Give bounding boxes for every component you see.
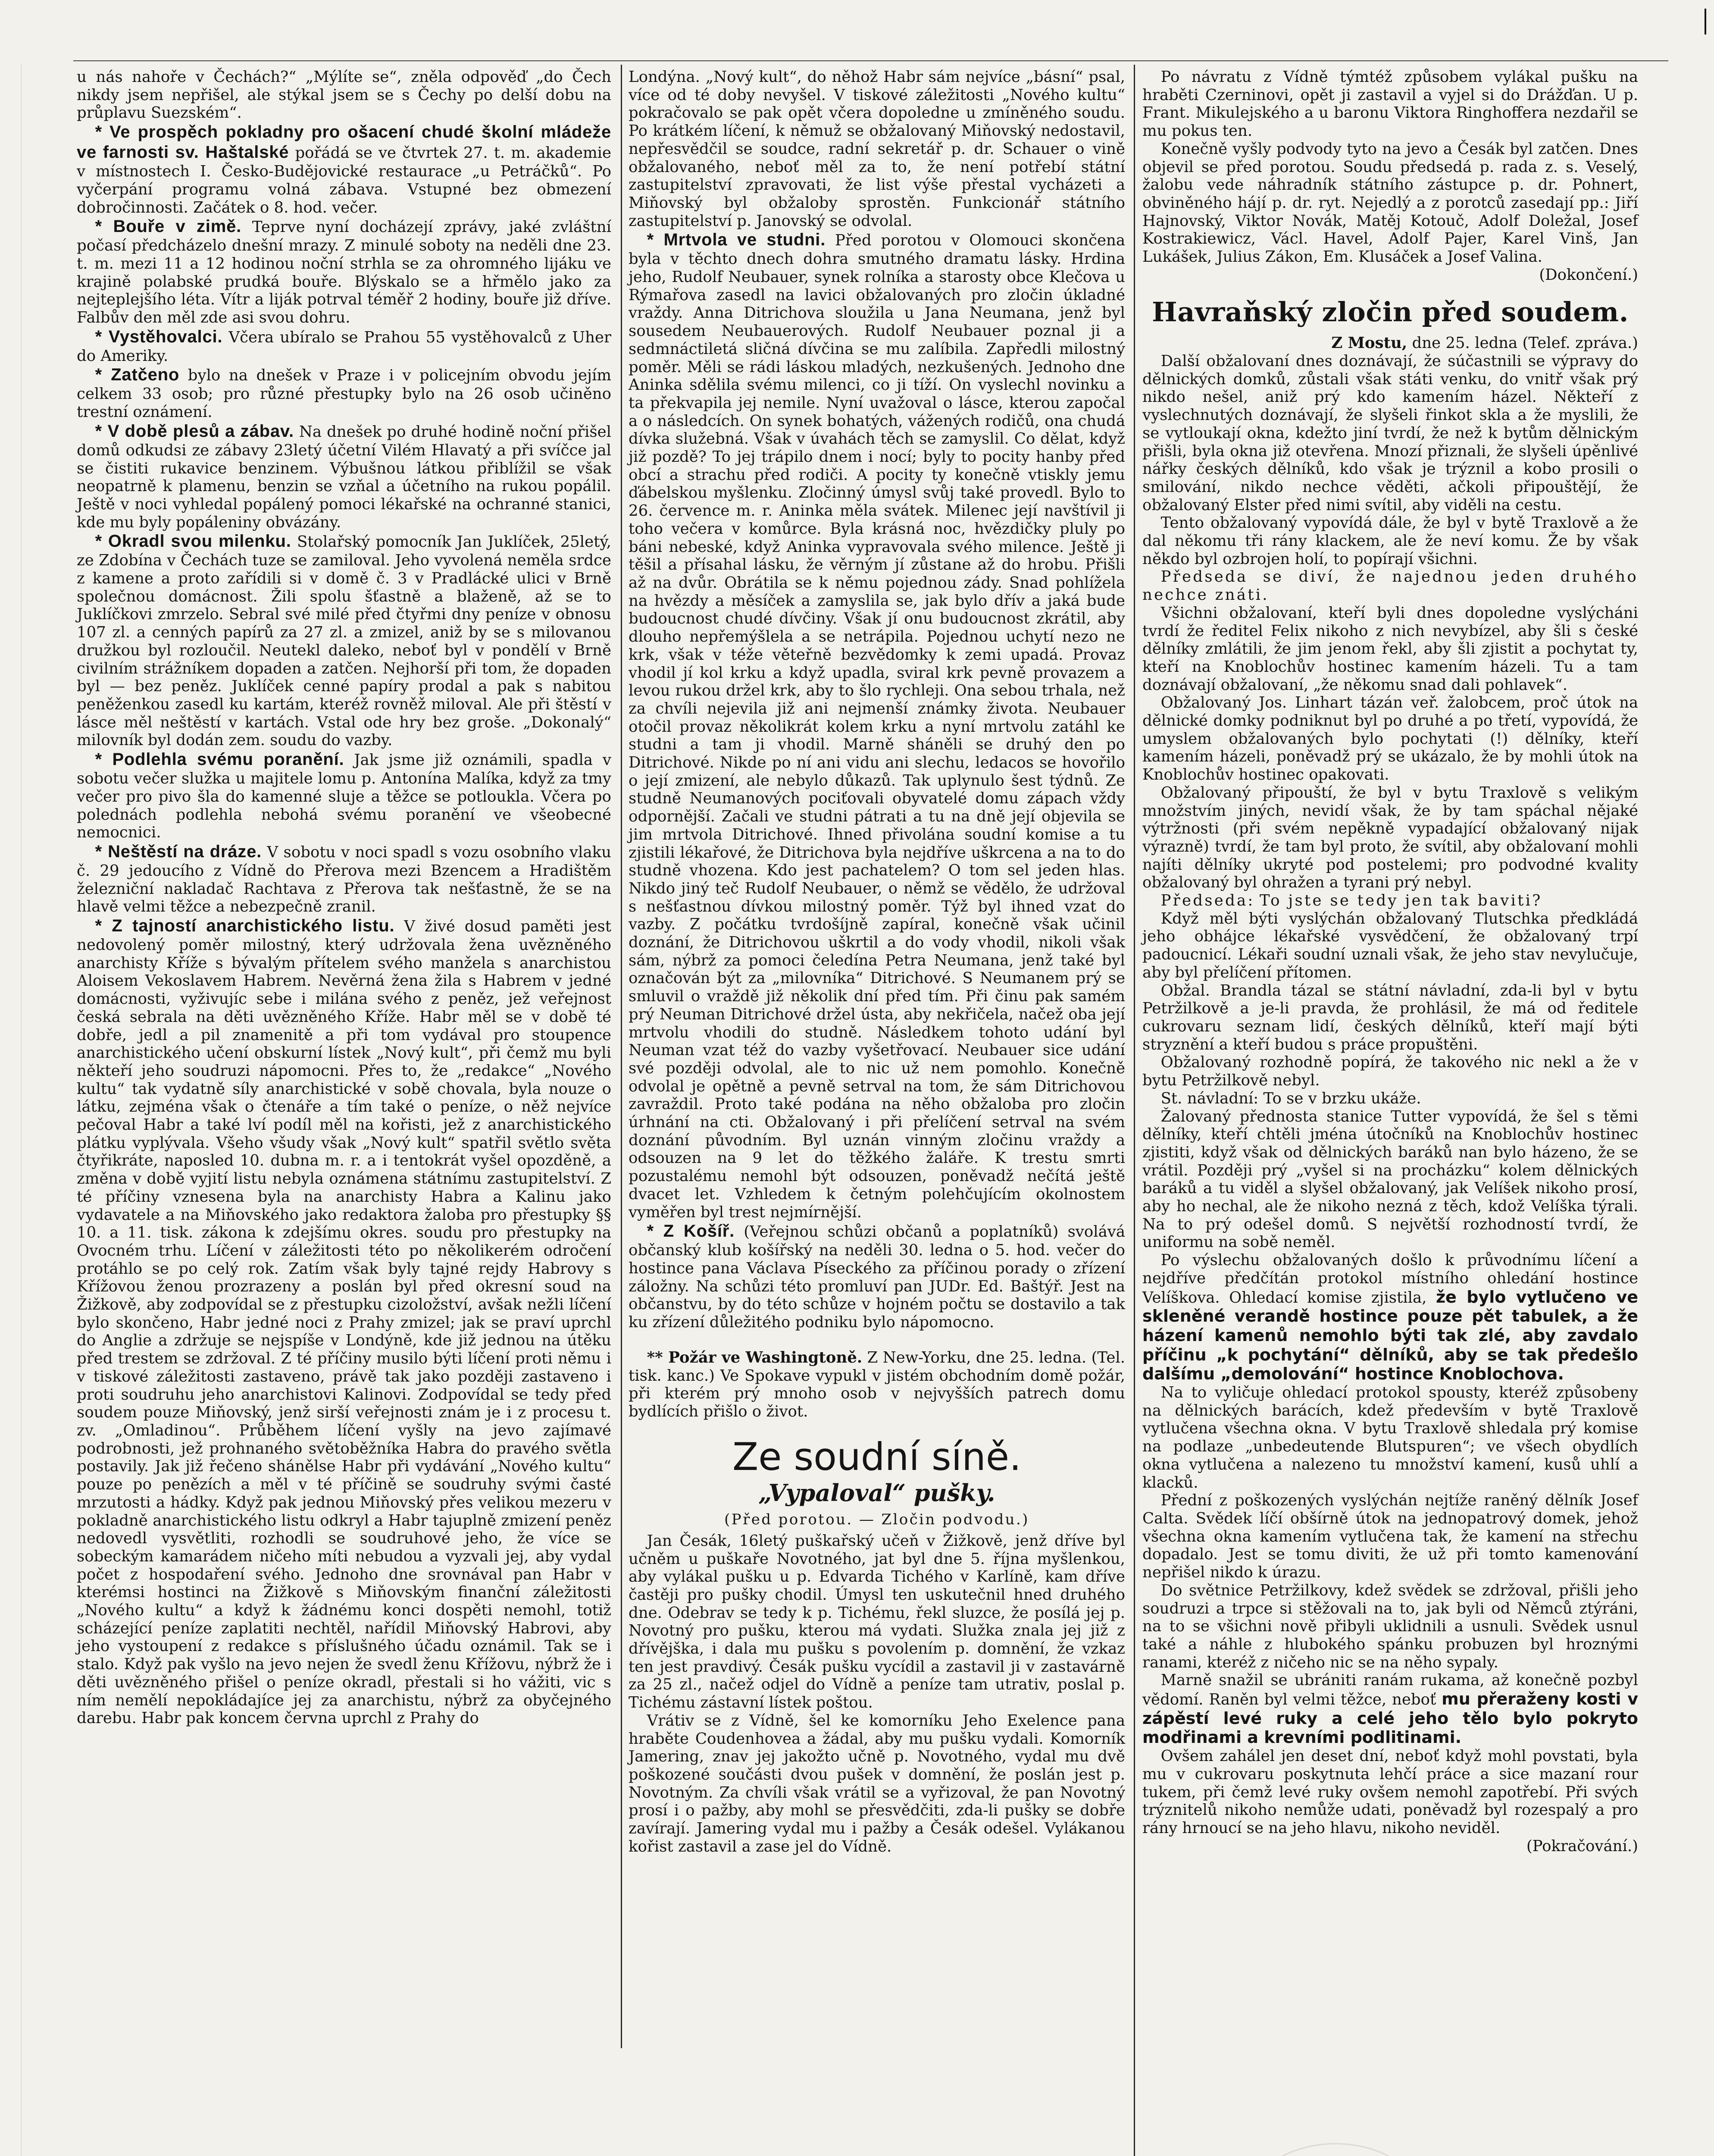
news-item <box>77 842 611 916</box>
paragraph: Obžalovaný Jos. Linhart tázán veř. žalobcem, proč útok na dělnické domky podniknut byl po druhé a po třetí, vypovídá, že umyslem obžalovaných bylo pochytati (!) dělníky, kteří kamením házeli, poněvadž prý se ukázalo, že by mohli útok na Knoblochův hostinec opakovati. <box>1142 694 1638 784</box>
paragraph-body: Po výslechu obžalovaných došlo k průvodnímu líčení a nejdříve předčítán protokol místního ohledání hostince Velíškova. Ohledací komise zjistila, <box>1142 1251 1638 1307</box>
article-title: Havraňský zločin před soudem. <box>1152 296 1629 328</box>
paragraph: Londýna. „Nový kult“, do něhož Habr sám nejvíce „básní“ psal, více od té doby nevyšel. V tiskové záležitosti „Nového kultu“ pokračovalo se pak opět včera dopoledne u zmíněného soudu. Po krátkém líčení, k němuž se obžalovaný Miňovský nedostavil, nepřesvědčil se soudce, radní sekretář p. dr. Schauer o vině obžalovaného, neboť měl za to, že není potřebí státní zastupitelství zpravovati, že list výše přestal vycházeti a Miňovský byl obžaloby sprostěn. Funkcionář státního zastupitelství p. Janovský se odvolal. <box>629 68 1125 230</box>
item-body: Teprve nyní docházejí zprávy, jaké zvláštní počasí předcházelo dnešní mrazy. Z minulé soboty na neděli dne 23. t. m. mezi 11 a 12 hodinou noční strhla se za ohromného lijáku ve krajině polabské prudká bouře. Blýskalo se a hřmělo jako za nejteplejšího léta. Vítr a liják potrval téměř 2 hodiny, bouře již dříve. Falbův den měl zde asi svou dohru. <box>77 218 611 327</box>
paragraph: Další obžalovaní dnes doznávají, že súčastnili se výpravy do dělnických domků, zůstali však státi venku, do vnitř však prý nikdo nešel, aniž prý kdo kamením házel. Někteří z vyslechnutých doznávají, že slyšeli řinkot skla a že myslili, že se vytloukají okna, kdežto jiní tvrdí, že než k bytům dělnickým přišli, byla okna již otevřena. Mnozí přiznali, že slyšeli úpěnlivé nářky českých dělníků, kdo však je trýznil a kobo prosili o smilování, nikdo nechce věděti, ačkoli připouštějí, že obžalovaný Elster před nimi svítil, aby viděli na cestu. <box>1142 352 1638 514</box>
item-body: Před porotou v Olomouci skončena byla v těchto dnech dohra smutného dramatu lásky. Hrdina jeho, Rudolf Neubauer, synek rolníka a starosty obce Klečova u Rýmařova zasedl na lavici obžalovaných pro zločin úkladné vraždy. Anna Ditrichova sloužila u Jana Neumana, jenž byl sousedem Neubauerových. Rudolf Neubauer poznal ji a sedmnáctiletá sličná dívčina se mu zalíbila. Zapředli milostný poměr. Měli se rádi láskou mladých, nezkušených. Jednoho dne Aninka sdělila svému milenci, co ji tíží. On vyslechl novinku a ta překvapila jej nemile. Nyní uvažoval o lásce, kterou započal a o následcích. On synek bohatých, vážených rodičů, ona chudá dívka služebná. Však v úvahách těch se zamyslil. Co dělat, když již pozdě? To jej trápilo dnem i nocí; byly to pocity hanby před obcí a strachu před rodiči. A pocity ty konečně vtiskly jemu ďábelskou myšlenku. Zločinný úmysl svůj také provedl. Bylo to 26. července m. r. Aninka měla svátek. Milenec její navštívil ji toho večera v komůrce. Byla krásná noc, hvězdičky pluly po báni nebeské, když Aninka vypravovala svého milence. Ještě ji těšil a přísahal lásku, že věrným jí zůstane až do hrobu. Přišli až na dvůr. Obrátila se k němu pojednou zády. Snad pohlížela na hvězdy a měsíček a zamyslila se, jak bylo dřív a jaká bude budoucnost chudé dívčiny. Však jí onu budoucnost zkrátil, aby dlouho nepřemýšlela a se netrápila. Pojednou uchytí nezo ne krk, však v téže věteřně bezvědomky k zemi upadá. Provaz vhodil jí kol krku a když upadla, sviral krk pevně provazem a levou rukou držel krk, aby to šlo rychleji. Ona sebou trhala, než za chvíli nejevila již ani nejmenší známky života. Neubauer otočil provaz několikrát kolem krku a nyní mrtvolu zatáhl ke studni a tam ji vhodil. Marně sháněli se druhý den po Ditrichové. Nikde po ní ani vidu ani slechu, ledacos se hovořilo o její zmizení, ale nebylo důkazů. Tak uplynulo šest týdnů. Ze studně Neumanových pociťovali obyvatelé domu zápach vždy odpornější. Začali ve studni pátrati a tu na dně její objevila se jim mrtvola Ditrichové. Ihned přivolána soudní komise a tu zjistili lékařové, že Ditrichova byla nejdříve uškrcena a na to do studně vhozena. Kdo jest pachatelem? O tom sel jeden hlas. Nikdo jiný teč Rudolf Neubauer, o němž se vědělo, že udržoval s nešťastnou dívkou milostný poměr. Týž byl ihned vzat do vazby. Z počátku tvrdošíjně zapíral, konečně však učinil doznání, že Ditrichovou uškrtil a do vody vhodil, nikoli však sám, nýbrž za pomoci čeledína Petra Neumana, jenž také byl označován být za „milovníka“ Ditrichové. S Neumanem prý se smluvil o vraždě již několik dní před tím. Při činu pak samém prý Neuman Ditrichové držel ústa, aby nekřičela, načež oba její mrtvolu vhodili do studně. Následkem tohoto udání byl Neuman vzat též do vazby vyšetřovací. Neubauer sice udání své později odvolal, ale to nic už nem pomohlo. Konečně odvolal je opětně a pevně setrval na tom, že sám Ditrichovou zavraždil. Proto také podána na něho obžaloba pro zločin úrhnání na cti. Obžalovaný i při přelíčení setrval na svém doznání původním. Byl uznán vinným zločinu vraždy a odsouzen na 9 let do těžkého žaláře. K trestu smrti pozustalému nemohl být odsouzen, poněvadž nečítá ještě dvacet let. Vzhledem k četným polehčujícím okolnostem vyměřen byl trest nejmírnější. <box>629 232 1125 1221</box>
emphasis: že bylo vytlučeno ve skleněné verandě hostince pouze pět tabulek, a že házení kamenů nemohlo býti tak zlé, aby zavdalo příčinu „k pochytání“ dělníků, aby se tak předešlo dalšímu „demolování“ hostince Knoblochova. <box>1142 1287 1638 1384</box>
article-title: „Vypaloval“ pušky. <box>758 1479 995 1507</box>
item-body: pořádá se ve čtvrtek 27. t. m. akademie v místnostech I. Česko-Budějovické restaurace „u Petráčků“. Po vyčerpání programu volná zábava. Vstupné bez obmezení dobročinnosti. Začátek o 8. hod. večer. <box>77 144 611 216</box>
paragraph <box>1142 892 1638 910</box>
scan-mark <box>1705 9 1706 34</box>
library-stamp <box>1242 2143 1429 2156</box>
speech: To jste se tedy jen tak baviti? <box>1259 892 1542 910</box>
paragraph: Vrátiv se z Vídně, šel ke komorníku Jeho Exelence pana hraběte Coudenhovea a žádal, aby mu pušku vydali. Komorník Jamering, znav jej jakožto učně p. Novotného, vydal mu dvě poškozené součásti dvou pušek v domnění, že poslán jest p. Novotným. Za chvíli však vrátil se a vyřizoval, že pan Novotný prosí i o pažby, aby mohl se přesvědčiti, zda-li pušky se dobře zavírají. Jamering vydal mu i pažby a Česák odešel. Vylákanou kořist zastavil a zase jel do Vídně. <box>629 1711 1125 1855</box>
column-rule <box>1134 65 1135 2156</box>
dateline-place: Z Mostu, <box>1331 334 1407 352</box>
paragraph: Přední z poškozených vyslýchán nejtíže raněný dělník Josef Calta. Svědek líčí obšírně útok na jednopatrový domek, jehož všechna okna kamením vytlučena tak, že kamení na střechu dopadalo. Jest se tomu diviti, že už při tomto kamenování nepřišel nikdo k úrazu. <box>1142 1492 1638 1582</box>
news-item <box>629 1349 1125 1421</box>
news-item <box>77 749 611 842</box>
paragraph <box>1142 1671 1638 1747</box>
item-body: Z New-Yorku, dne 25. ledna. (Tel. tisk. kanc.) Ve Spokave vypukl v jistém obchodním domě požár, při kterém prý mnoho osob v nejvyšších patrech domu bydlících přišlo o život. <box>629 1348 1125 1420</box>
item-body: bylo na dnešek v Praze i v policejním obvodu jejím celkem 33 osob; pro různé přestupky bylo na 26 osob učiněno trestní oznámení. <box>77 367 611 421</box>
paragraph <box>1142 1251 1638 1384</box>
item-body: Stolařský pomocník Jan Juklíček, 25letý, ze Zdobína v Čechách tuze se zamiloval. Jeho vyvolená neměla srdce z kamene a proto zařídili si v domě č. 3 v Pradlácké ulici v Brně společnou domácnost. Žili spolu šťastně a blaženě, až se to Juklíčkovi zmrzelo. Sebral své milé před čtyřmi dny peníze v obnosu 107 zl. a cenných papírů za 27 zl. a zmizel, aniž by se s milovanou družkou byl rozloučil. Neutekl daleko, neboť byl v pondělí v Brně civilním strážníkem dopaden a zatčen. Nejhorší při tom, že dopaden byl — bez peněz. Juklíček cenné papíry prodal a pak s nabitou peněženkou zasedl ku kartám, kteréž rovněž miloval. Ale při štěstí v lásce měl neštěstí v kartách. Vstal ode hry bez groše. „Dokonalý“ milovník byl dodán zem. soudu do vazby. <box>77 533 611 749</box>
item-body: (Veřejnou schůzi občanů a poplatníků) svolává občanský klub košířský na neděli 30. ledna o 5. hod. večer do hostince pana Václava Píseckého za příčinou porady o zřízení záložny. Na schůzi této promluví pan JUDr. Ed. Baštýř. Jest na občanstvu, by do této schůze v hojném počtu se dostavilo a tak ku zřízení důležitého podniku bylo nápomocno. <box>629 1223 1125 1332</box>
paragraph: Všichni obžalovaní, kteří byli dnes dopoledne vyslýcháni tvrdí že ředitel Felix nikoho z nich nevybízel, aby šli s české dělníky zmlátili, že jim jenom řekl, aby šli zjistit a pochytat ty, kteří na Knoblochův hostinec kamením házeli. Tu a tam doznávají obžalovaní, „že někomu snad dali pohlavek“. <box>1142 604 1638 694</box>
continuation-note: (Dokončení.) <box>1539 266 1638 284</box>
paragraph: Po návratu z Vídně týmtéž způsobem vylákal pušku na hraběti Czerninovi, opět ji zastavil a vyjel si do Drážďan. U p. Frant. Mikulejského a u baronu Viktora Ringhoffera nezdařil se mu pokus ten. <box>1142 68 1638 140</box>
news-item <box>77 531 611 749</box>
dateline-text: dne 25. ledna (Telef. zpráva.) <box>1412 334 1638 352</box>
paragraph: Na to vyličuje ohledací protokol spousty, kteréž způsobeny na dělnických barácích, kdež především v bytě Traxlově vytlučena všechna okna. V bytu Traxlově shledala prý komise na podlaze „unbedeutende Blutspuren“; ve všech obydlích okna vytlučena a nalezeno tu množství kamení, kusů uhlí a klacků. <box>1142 1384 1638 1492</box>
news-item <box>77 421 611 532</box>
item-heading: * Ve prospěch pokladny pro ošacení chudé školní mládeže ve farnosti sv. Haštalské <box>77 122 611 162</box>
top-rule <box>73 60 1668 61</box>
paragraph-body: Marně snažil se ubrániti ranám rukama, až konečně pozbyl vědomí. Raněn byl velmi těžce, neboť <box>1142 1671 1638 1709</box>
paragraph: Obžalovaný připouští, že byl v bytu Traxlově s velikým množstvím jiných, nevidí však, že by tam spáchal nějaké výtržnosti (při svém nepěkně vypadající obžalovaný nijak výrazně) tvrdí, že tam byl proto, že svítil, aby obžalovaní mohli najíti dělníky ukryté pod postelemi; pro podvodné kvality obžalovaný byl ohražen a tyrani prý nebyl. <box>1142 783 1638 892</box>
news-item <box>77 916 611 1727</box>
paragraph: Ovšem zahálel jen deset dní, neboť když mohl povstati, byla mu v cukrovaru poskytnuta lehčí práce a sice mazaní rour tukem, při čemž levé ruky ovšem nemohl zapotřebí. Při svých trýznitelů nikoho nemůže udati, poněvadž byl rozespalý a pro rány hrnoucí se na jeho hlavu, nikoho neviděl. <box>1142 1747 1638 1837</box>
paragraph: Když měl býti vyslýchán obžalovaný Tlutschka předkládá jeho obhájce lékařské vysvědčení, že obžalovaný trpí padoucnicí. Lékaři soudní uznali však, že jeho stav nevylučuje, aby byl přelíčení přítomen. <box>1142 909 1638 981</box>
paragraph: Žalovaný přednosta stanice Tutter vypovídá, že šel s těmi dělníky, kteří chtěli jména útočníků na Knoblochův hostinec zjistiti, když však od dělnických baráků nan bylo házeno, že se vrátil. Později prý „vyšel si na procházku“ kolem dělnických baráků a tu viděl a slyšel obžalovaný, jak Velíšek nikoho prosí, aby ho nechal, ale že nikoho nezná z těch, kdož Velíška týrali. Na to prý odešel domů. S největší rozhodností tvrdí, že uniformu na sobě neměl. <box>1142 1107 1638 1251</box>
item-heading: ** Požár ve Washingtoně. <box>647 1348 863 1366</box>
item-body: Na dnešek po druhé hodině noční přišel domů odkudsi ze zábavy 23letý účetní Vilém Hlavatý a při svíčce jal se čistiti rukavice benzinem. Výbušnou látkou přiblížil se však neopatrně k plamenu, benzin se vzňal a účetního na rukou popálil. Ještě v noci vyhledal popálený pomoci lékařské na ochranné stanici, kde mu byly popáleniny obvázány. <box>77 423 611 531</box>
item-body: Včera ubíralo se Prahou 55 vystěhovalců z Uher do Ameriky. <box>77 328 611 365</box>
item-heading: * Okradl svou milenku. <box>95 532 291 551</box>
speaker: Předseda: <box>1160 892 1255 910</box>
item-heading: * V době plesů a zábav. <box>95 421 294 441</box>
paragraph: Jan Česák, 16letý puškařský učeň v Žižkově, jenž dříve byl učněm u puškaře Novotného, jat byl dne 5. října myšlenkou, aby vylákal pušku u p. Edvarda Tichého v Karlíně, kam dříve častěji pro pušky chodil. Úmysl ten uskutečnil hned druhého dne. Odebrav se tedy k p. Tichému, řekl sluzce, že posílá jej p. Novotný pro pušku, kterou má vydati. Služka znala jej již z dřívějška, i dala mu pušku s povolením p. domnění, že vzkaz ten jest pravdivý. Česák pušku vycídil a zastavil ji v zastavárně za 25 zl., načež odjel do Vídně a peníze tam utrativ, poslal p. Tichému zástavní lístek poštou. <box>629 1532 1125 1712</box>
paragraph: Tento obžalovaný vypovídá dále, že byl v bytě Traxlově a že dal někomu tři rány klackem, ale že neví komu. Že by však někdo byl ozbrojen holí, to popírají všichni. <box>1142 514 1638 568</box>
column-3 <box>1142 68 1638 1855</box>
item-heading: * Zatčeno <box>95 365 180 385</box>
item-heading: * Z Košíř. <box>647 1222 735 1241</box>
paragraph: Obžal. Brandla tázal se státní návladní, zda-li byl v bytu Petržilkově a je-li pravda, že prohlásil, že má od ředitele cukrovaru seznam lidí, českých dělníků, kteří mají býti stryznění a kteří budou s práce propuštěni. <box>1142 981 1638 1053</box>
scan-edge <box>21 65 22 2156</box>
column-1 <box>77 68 611 1727</box>
paragraph: Obžalovaný rozhodně popírá, že takového nic nekl a že v bytu Petržilkově nebyl. <box>1142 1053 1638 1090</box>
paragraph: St. návladní: To se v brzku ukáže. <box>1160 1089 1421 1107</box>
item-heading: * Vystěhovalci. <box>95 327 223 346</box>
item-heading: * Bouře v zimě. <box>95 217 242 236</box>
paragraph: Předseda se diví, že najednou jeden druhého nechce znáti. <box>1142 568 1638 604</box>
news-item <box>77 122 611 216</box>
item-heading: * Podlehla svému poranění. <box>95 750 344 769</box>
paragraph: u nás nahoře v Čechách?“ „Mýlíte se“, zněla odpověď „do Čech nikdy jsem nepřišel, ale stýkal jsem se s Čechy po delší dobu na průplavu Suezském“. <box>77 68 611 122</box>
paragraph <box>1142 140 1638 266</box>
news-item <box>629 230 1125 1221</box>
news-item <box>77 216 611 327</box>
item-body: V živé dosud paměti jest nedovolený poměr milostný, který udržovala žena uvězněného anarchisty Kříže s bývalým přítelem svého manžela s anarchistou Aloisem Vekoslavem Habrem. Nevěrná žena žila s Habrem v jedné domácnosti, vyživujíc sebe i milána svého z peněz, jež veřejnost česká sebrala na děti uvězněného Kříže. Habr měl se v době té dobře, jedl a pil znamenitě a při tom vydával pro stoupence anarchistického učení obskurní lístek „Nový kult“, při čemž mu byli někteří jeho soudruzi nápomocni. Přes to, že „redakce“ „Nového kultu“ tak vydatně síly anarchistické v sobě chovala, byla nouze o látku, zejména však o čtenáře a tím také o peníze, o něž nejvíce pečoval Habr a také lví podíl měl na kořisti, jež z anarchistického plátku vyplývala. Všeho všudy však „Nový kult“ spatřil světlo světa čtyřikráte, naposled 10. dubna m. r. a i tentokrát vyšel opozděně, a změna v době vyjití listu nebyla oznámena státnímu zastupitelství. Z té příčiny vznesena byla na anarchisty Habra a Kalinu jako vydavatele a na Miňovského jako redaktora žaloba pro přestupky §§ 10. a 11. tisk. zákona k zdejšímu okres. soudu pro přestupky na Ovocném trhu. Líčení v záležitosti této po několikerém odročení protáhlo se po celý rok. Zatím však byly tajné rejdy Habrovy s Křížovou ženou prozrazeny a poslán byl před okresní soud na Žižkově, aby zodpovídal se z přestupku cizoložství, avšak nežli líčení bylo skončeno, Habr jedné noci z Prahy zmizel; jak se praví uprchl do Anglie a zdržuje se nejspíše v Londýně, kde již jednou na útěku před trestem se zdržoval. Z té příčiny musilo býti líčení proti němu i v tiskové záležitosti zastaveno, právě tak jako později zastaveno i proti soudruhu jeho anarchistovi Kalinovi. Zodpovídal se tedy před soudem pouze Miňovský, jenž sirší veřejnosti znám je i z procesu t. zv. „Omladinou“. Průběhem líčení vyšly na jevo zajímavé podrobnosti, jež prohnaného světoběžníka Habra do pravého světla postavily. Jak již řečeno shánělse Habr při vydávání „Nového kultu“ pouze po penězích a měl v té příčině se soudruhy svými časté mrzutosti a hádky. Když pak jednou Miňovský přes velikou mezeru v pokladně anarchistického listu odkryl a Habr tajuplně zmizení peněz nedovedl vysvětliti, rozhodli se soudruhové jeho, že více se sobeckým kamarádem ničeho míti nebudou a vyzvali jej, aby vydal počet z hospodaření svého. Jednoho dne srovnával pan Habr v kterémsi hostinci na Žižkově s Miňovským finanční záležitosti „Nového kultu“ a když k žádnému konci dospěti nemohl, totiž scházející peníze zaplatiti nechtěl, nařídil Miňovský Habrovi, aby jeho vystoupení z redakce s příslušného účadu oznámil. Tak se i stalo. Když pak vyšlo na jevo nejen že svedl ženu Křížovu, nýbrž že i děti uvězněného přišel o peníze okradl, přestali si ho vážiti, vic s ním nemělí nepokládajíce jej za anarchistu, nýbrž za obyčejného darebu. Habr pak koncem června uprchl z Prahy do <box>77 918 611 1727</box>
article-subtitle: (Před porotou. — Zločin podvodu.) <box>724 1510 1029 1528</box>
emphasis: mu přeraženy kosti v zápěstí levé ruky a celé jeho tělo bylo pokryto modřinami a krevními podlitinami. <box>1142 1689 1638 1747</box>
column-2 <box>629 68 1125 1855</box>
item-body: Jak jsme již oznámili, spadla v sobotu večer služka u majitele lomu p. Antonína Malíka, když za tmy večer pro pivo šla do kamenné sluje a těžce se potloukla. Včera po polednách podlehla nebohá svému poranění ve všeobecné nemocnici. <box>77 751 611 842</box>
item-heading: * Mrtvola ve studni. <box>647 230 826 250</box>
continuation-note: (Pokračování.) <box>1526 1837 1638 1855</box>
dateline <box>1142 334 1638 352</box>
item-heading: * Z tajností anarchistického listu. <box>95 916 395 936</box>
news-item <box>77 365 611 421</box>
news-item <box>629 1221 1125 1332</box>
paragraph: Do světnice Petržilkovy, kdež svědek se zdržoval, přišli jeho soudruzi a trpce si stěžovali na to, jak byli od Němců ztýráni, na to se všichni nově přibyli uklidnili a usnuli. Svědek usnul také a náhle z hlubokého spánku probuzen byl hroznými ranami, kteréž z ničeho nic se na něho sypaly. <box>1142 1581 1638 1671</box>
section-title: Ze soudní síně. <box>732 1434 1022 1479</box>
column-rule <box>621 65 622 2048</box>
paragraph-body: Konečně vyšly podvody tyto na jevo a Česák byl zatčen. Dnes objevil se před porotou. Soudu předsedá p. rada z. s. Veselý, žalobu vede náhradník státního zástupce p. dr. Pohnert, obviněného hájí p. dr. ryt. Nejedlý a z porotců zasedají pp.: Jiří Hajnovský, Viktor Novák, Matěj Kotouč, Adolf Doležal, Josef Kostrakiewicz, Václ. Havel, Adolf Pajer, Karel Vinš, Jan Lukášek, Julius Zákon, Em. Klusáček a Josef Valina. <box>1142 140 1638 266</box>
item-body: V sobotu v noci spadl s vozu osobního vlaku č. 29 jedoucího z Vídně do Přerova mezi Bzencem a Hradištěm železniční nakladač Rachtava z Přerova tak nešťastně, že se na hlavě velmi těžce a nebezpečně zranil. <box>77 843 611 916</box>
news-item <box>77 327 611 365</box>
item-heading: * Neštěstí na dráze. <box>95 842 262 861</box>
